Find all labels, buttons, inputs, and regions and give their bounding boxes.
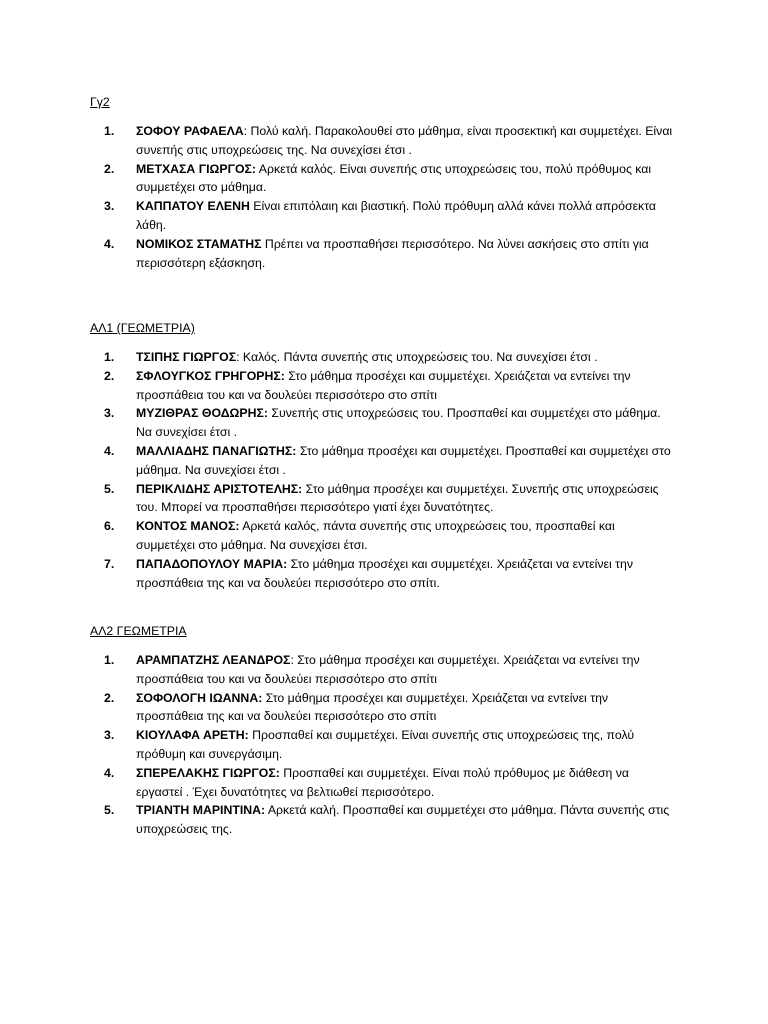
item-number: 3.: [104, 199, 115, 214]
item-number: 4.: [104, 236, 115, 251]
section-gy2: [90, 94, 690, 272]
section-al2: [90, 623, 690, 839]
list-item: [90, 404, 690, 442]
item-body: [136, 689, 676, 727]
student-name: ΠΕΡΙΚΛΙΔΗΣ ΑΡΙΣΤΟΤΕΛΗΣ:: [136, 481, 303, 496]
list-item: [90, 197, 690, 235]
list-item: [90, 517, 690, 555]
student-comment: Προσπαθεί και συμμετέχει. Είναι συνεπής στις υποχρεώσεις της, πολύ πρόθυμη και συνεργάσιμη.: [136, 728, 635, 761]
list-item: [90, 651, 690, 689]
item-number: 1.: [104, 653, 115, 667]
list-item: [90, 442, 690, 480]
item-body: [136, 517, 676, 555]
item-body: [136, 122, 676, 160]
item-body: [136, 404, 676, 442]
list-item: [90, 801, 690, 839]
student-name: ΜΕΤΧΑΣΑ ΓΙΩΡΓΟΣ:: [136, 161, 257, 176]
student-comment: : Στο μάθημα προσέχει και συμμετέχει. Χρειάζεται να εντείνει την προσπάθεια του και να δουλεύει περισσότερο στο σπίτι: [136, 653, 640, 686]
item-number: 3.: [104, 728, 115, 743]
section-heading: Γγ2: [90, 95, 110, 109]
item-body: [136, 367, 676, 405]
item-body: [136, 764, 676, 802]
item-body: [136, 651, 676, 689]
student-comment: Στο μάθημα προσέχει και συμμετέχει. Χρειάζεται να εντείνει την προσπάθεια της και να δουλεύει περισσότερο στο σπίτι.: [136, 556, 633, 590]
student-list: [90, 122, 690, 272]
item-body: [136, 348, 676, 367]
item-number: 4.: [104, 765, 115, 780]
student-comment: Στο μάθημα προσέχει και συμμετέχει. Προσπαθεί και συμμετέχει στο μάθημα. Να συνεχίσει έτσι .: [136, 443, 671, 477]
item-number: 1.: [104, 124, 115, 138]
list-item: [90, 689, 690, 727]
item-body: [136, 726, 676, 764]
student-name: ΜΥΖΙΘΡΑΣ ΘΟΔΩΡΗΣ:: [136, 406, 268, 421]
list-item: [90, 235, 690, 273]
student-comment: Προσπαθεί και συμμετέχει. Είναι πολύ πρόθυμος με διάθεση να εργαστεί . Έχει δυνατότητες να βελτιωθεί περισσότερο.: [136, 765, 629, 799]
student-name: ΣΟΦΟΛΟΓΗ ΙΩΑΝΝΑ:: [136, 690, 263, 705]
student-comment: Αρκετά καλή. Προσπαθεί και συμμετέχει στο μάθημα. Πάντα συνεπής στις υποχρεώσεις της.: [136, 803, 670, 837]
list-item: [90, 764, 690, 802]
item-body: [136, 480, 676, 518]
item-body: [136, 235, 676, 273]
student-name: ΣΦΛΟΥΓΚΟΣ ΓΡΗΓΟΡΗΣ:: [136, 368, 285, 383]
item-number: 2.: [104, 161, 115, 176]
item-number: 5.: [104, 803, 115, 818]
student-comment: Πρέπει να προσπαθήσει περισσότερο. Να λύνει ασκήσεις στο σπίτι για περισσότερη εξάσκηση.: [136, 236, 649, 270]
student-comment: Συνεπής στις υποχρεώσεις του. Προσπαθεί και συμμετέχει στο μάθημα. Να συνεχίσει έτσι .: [136, 406, 661, 440]
student-name: ΝΟΜΙΚΟΣ ΣΤΑΜΑΤΗΣ: [136, 236, 262, 251]
student-name: ΚΑΠΠΑΤΟΥ ΕΛΕΝΗ: [136, 199, 250, 214]
item-number: 4.: [104, 443, 115, 458]
item-number: 7.: [104, 556, 115, 571]
student-comment: : Καλός. Πάντα συνεπής στις υποχρεώσεις του. Να συνεχίσει έτσι .: [236, 350, 598, 364]
student-list: [90, 348, 690, 592]
student-name: ΚΟΝΤΟΣ ΜΑΝΟΣ:: [136, 519, 240, 534]
section-heading: ΑΛ1 (ΓΕΩΜΕΤΡΙΑ): [90, 321, 195, 335]
item-body: [136, 555, 676, 593]
section-al1: [90, 320, 690, 592]
student-name: ΠΑΠΑΔΟΠΟΥΛΟΥ ΜΑΡΙΑ:: [136, 556, 288, 571]
student-name: ΤΣΙΠΗΣ ΓΙΩΡΓΟΣ: [136, 350, 237, 364]
student-comment: Στο μάθημα προσέχει και συμμετέχει. Χρειάζεται να εντείνει την προσπάθεια της και να δουλεύει περισσότερο στο σπίτι: [136, 690, 609, 724]
item-body: [136, 442, 676, 480]
student-comment: Είναι επιπόλαιη και βιαστική. Πολύ πρόθυμη αλλά κάνει πολλά απρόσεκτα λάθη.: [136, 199, 656, 232]
student-comment: Στο μάθημα προσέχει και συμμετέχει. Συνεπής στις υποχρεώσεις του. Μπορεί να προσπαθήσει περισσότερο γιατί έχει δυνατότητες.: [136, 481, 659, 515]
item-body: [136, 197, 676, 235]
student-list: [90, 651, 690, 839]
student-comment: Αρκετά καλός, πάντα συνεπής στις υποχρεώσεις του, προσπαθεί και συμμετέχει στο μάθημα. Να συνεχίσει έτσι.: [136, 519, 615, 552]
section-heading: ΑΛ2 ΓΕΩΜΕΤΡΙΑ: [90, 624, 187, 638]
student-name: ΣΟΦΟΥ ΡΑΦΑΕΛΑ: [136, 124, 244, 138]
student-name: ΚΙΟΥΛΑΦΑ ΑΡΕΤΗ:: [136, 728, 249, 743]
list-item: [90, 348, 690, 367]
student-name: ΜΑΛΛΙΑΔΗΣ ΠΑΝΑΓΙΩΤΗΣ:: [136, 443, 297, 458]
item-number: 3.: [104, 406, 115, 421]
student-comment: : Πολύ καλή. Παρακολουθεί στο μάθημα, είναι προσεκτική και συμμετέχει. Είναι συνεπής στις υποχρεώσεις της. Να συνεχίσει έτσι .: [136, 124, 673, 157]
list-item: [90, 367, 690, 405]
student-name: ΣΠΕΡΕΛΑΚΗΣ ΓΙΩΡΓΟΣ:: [136, 765, 280, 780]
list-item: [90, 122, 690, 160]
student-comment: Στο μάθημα προσέχει και συμμετέχει. Χρειάζεται να εντείνει την προσπάθεια του και να δουλεύει περισσότερο στο σπίτι: [136, 368, 631, 402]
list-item: [90, 726, 690, 764]
student-name: ΤΡΙΑΝΤΗ ΜΑΡΙΝΤΙΝΑ:: [136, 803, 266, 818]
list-item: [90, 160, 690, 198]
item-body: [136, 801, 676, 839]
item-number: 1.: [104, 350, 115, 364]
student-comment: Αρκετά καλός. Είναι συνεπής στις υποχρεώσεις του, πολύ πρόθυμος και συμμετέχει στο μάθημα.: [136, 161, 652, 195]
student-name: ΑΡΑΜΠΑΤΖΗΣ ΛΕΑΝΔΡΟΣ: [136, 653, 291, 667]
item-number: 5.: [104, 481, 115, 496]
item-number: 2.: [104, 690, 115, 705]
list-item: [90, 480, 690, 518]
item-number: 2.: [104, 368, 115, 383]
item-body: [136, 160, 676, 198]
item-number: 6.: [104, 519, 115, 534]
list-item: [90, 555, 690, 593]
